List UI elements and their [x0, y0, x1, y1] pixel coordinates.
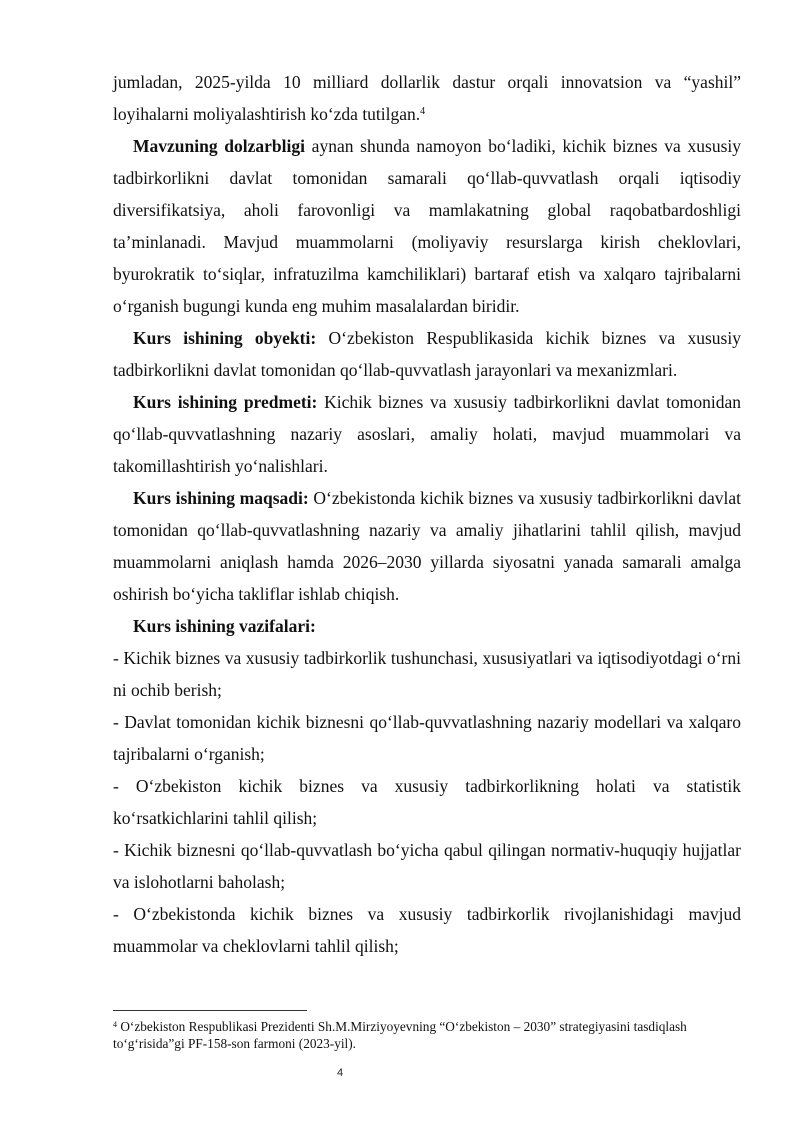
list-item: - O‘zbekiston kichik biznes va xususiy tadbirkorlikning holati va statistik ko‘rsatkichlarini tahlil qilish; — [113, 776, 741, 828]
tasks-heading-paragraph — [113, 610, 741, 642]
tasks-heading: Kurs ishining vazifalari: — [133, 616, 316, 636]
object-paragraph — [113, 322, 741, 386]
list-item: - Davlat tomonidan kichik biznesni qo‘llab-quvvatlashning nazariy modellari va xalqaro tajribalarni o‘rganish; — [113, 712, 741, 764]
goal-heading: Kurs ishining maqsadi: — [133, 488, 309, 508]
footnote-number: 4 — [113, 1020, 117, 1029]
list-item: - O‘zbekistonda kichik biznes va xususiy tadbirkorlik rivojlanishidagi mavjud muammolar va cheklovlarni tahlil qilish; — [113, 904, 741, 956]
intro-text: jumladan, 2025-yilda 10 milliard dollarlik dastur orqali innovatsion va “yashil” loyihalarni moliyalashtirish ko‘zda tutilgan. — [113, 72, 741, 124]
footnote-reference[interactable]: 4 — [420, 106, 426, 117]
object-text: O‘zbekiston Respublikasida kichik biznes va xususiy tadbirkorlikni davlat tomonidan qo‘llab-quvvatlash jarayonlari va mexanizmlari. — [113, 328, 741, 380]
subject-paragraph — [113, 386, 741, 482]
list-item: - Kichik biznes va xususiy tadbirkorlik tushunchasi, xususiyatlari va iqtisodiyotdagi o‘rni ni ochib berish; — [113, 648, 741, 700]
footnote — [113, 1018, 733, 1052]
subject-text: Kichik biznes va xususiy tadbirkorlikni davlat tomonidan qo‘llab-quvvatlashning nazariy asoslari, amaliy holati, mavjud muammolari va takomillashtirish yo‘nalishlari. — [113, 392, 741, 476]
document-page — [113, 66, 741, 962]
footnote-text: O‘zbekiston Respublikasi Prezidenti Sh.M.Mirziyoyevning “O‘zbekiston – 2030” strategiyasini tasdiqlash to‘g‘risida”gi PF-158-son farmoni (2023-yil). — [113, 1019, 687, 1051]
footnote-divider — [113, 1010, 307, 1011]
relevance-heading: Mavzuning dolzarbligi — [133, 136, 305, 156]
list-item: - Kichik biznesni qo‘llab-quvvatlash bo‘yicha qabul qilingan normativ-huquqiy hujjatlar va islohotlarni baholash; — [113, 840, 741, 892]
object-heading: Kurs ishining obyekti: — [133, 328, 317, 348]
page-number: 4 — [336, 1067, 344, 1079]
subject-heading: Kurs ishining predmeti: — [133, 392, 318, 412]
tasks-list — [113, 642, 741, 962]
goal-text: O‘zbekistonda kichik biznes va xususiy tadbirkorlikni davlat tomonidan qo‘llab-quvvatlashning nazariy va amaliy jihatlarini tahlil qilish, mavjud muammolarni aniqlash hamda 2026–2030 yillarda siyosatni yanada samarali amalga oshirish bo‘yicha takliflar ishlab chiqish. — [113, 488, 741, 604]
relevance-text: aynan shunda namoyon bo‘ladiki, kichik biznes va xususiy tadbirkorlikni davlat tomonidan samarali qo‘llab-quvvatlash orqali iqtisodiy diversifikatsiya, aholi farovonligi va mamlakatning global raqobatbardoshligi ta’minlanadi. Mavjud muammolarni (moliyaviy resurslarga kirish cheklovlari, byurokratik to‘siqlar, infratuzilma kamchiliklari) bartaraf etish va xalqaro tajribalarni o‘rganish bugungi kunda eng muhim masalalardan biridir. — [113, 136, 741, 316]
intro-paragraph — [113, 66, 741, 130]
relevance-paragraph — [113, 130, 741, 322]
goal-paragraph — [113, 482, 741, 610]
